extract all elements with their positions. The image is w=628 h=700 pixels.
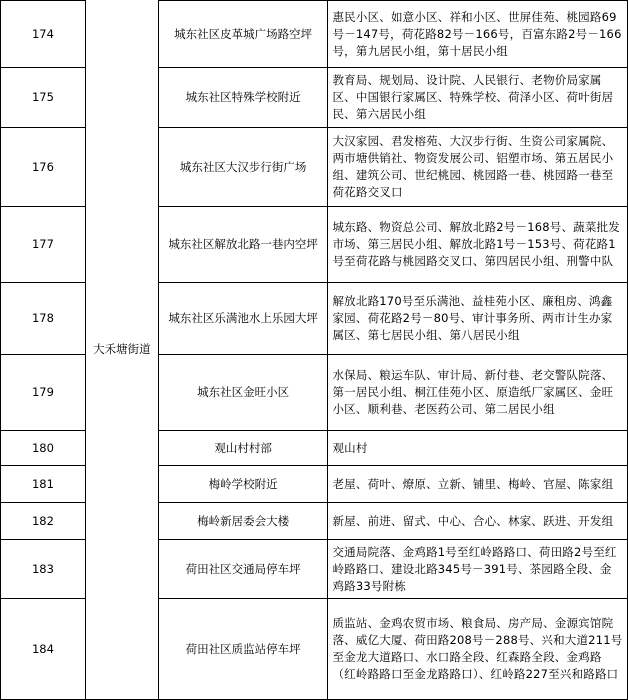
area-cell: 教育局、规划局、设计院、人民银行、老物价局家属区、中国银行家属区、特殊学校、荷泽小区、荷叶街居民、第六居民小组 [328, 68, 628, 128]
location-cell: 梅岭学校附近 [158, 466, 328, 503]
location-cell: 城东社区大汉步行街广场 [158, 128, 328, 207]
location-cell: 城东社区皮革城广场路空坪 [158, 1, 328, 68]
row-number: 182 [1, 503, 86, 540]
location-cell: 城东社区解放北路一巷内空坪 [158, 207, 328, 283]
row-number: 179 [1, 355, 86, 431]
location-cell: 城东社区特殊学校附近 [158, 68, 328, 128]
area-cell: 质监站、金鸡农贸市场、粮食局、房产局、金源宾馆院落、威亿大厦、荷田路208号－288号、兴和大道211号至金龙大道路口、水口路全段、红森路全段、金鸡路（红岭路路口至金龙路路口）、红岭路227至兴和路路口 [328, 599, 628, 700]
area-cell: 惠民小区、如意小区、祥和小区、世屏佳苑、桃园路69号－147号，荷花路82号－166号，百富东路2号－166号，第九居民小组，第十居民小组 [328, 1, 628, 68]
area-cell: 交通局院落、金鸡路1号至红岭路路口、荷田路2号至红岭路路口、建设北路345号－391号、茶园路全段、金鸡路33号附栋 [328, 540, 628, 599]
street-name: 大禾塘街道 [85, 1, 158, 700]
row-number: 178 [1, 283, 86, 355]
row-number: 180 [1, 431, 86, 466]
row-number: 177 [1, 207, 86, 283]
location-cell: 荷田社区交通局停车坪 [158, 540, 328, 599]
row-number: 175 [1, 68, 86, 128]
area-cell: 水保局、粮运车队、审计局、新付巷、老交警队院落、第一居民小组、桐江佳苑小区、原造纸厂家属区、金旺小区、顺利巷、老医药公司、第二居民小组 [328, 355, 628, 431]
area-cell: 大汉家园、君发榕苑、大汉步行街、生资公司家属院、两市塘供销社、物资发展公司、铝塑市场、第五居民小组、建筑公司、世纪桃园、桃园路一巷、桃园路一巷至荷花路交叉口 [328, 128, 628, 207]
row-number: 176 [1, 128, 86, 207]
location-cell: 梅岭新居委会大楼 [158, 503, 328, 540]
area-cell: 观山村 [328, 431, 628, 466]
area-cell: 城东路、物资总公司、解放北路2号－168号、蔬菜批发市场、第三居民小组、解放北路1号－153号、荷花路1号至荷花路与桃园路交叉口、第四居民小组、刑警中队 [328, 207, 628, 283]
location-cell: 城东社区乐满池水上乐园大坪 [158, 283, 328, 355]
area-cell: 老屋、荷叶、燎原、立新、铺里、梅岭、官屋、陈家组 [328, 466, 628, 503]
location-cell: 观山村村部 [158, 431, 328, 466]
row-number: 183 [1, 540, 86, 599]
row-number: 181 [1, 466, 86, 503]
row-number: 174 [1, 1, 86, 68]
location-cell: 荷田社区质监站停车坪 [158, 599, 328, 700]
row-number: 184 [1, 599, 86, 700]
area-cell: 解放北路170号至乐满池、益桂苑小区、廉租房、鸿鑫家园、荷花路2号－80号、审计事务所、两市计生办家属区、第七居民小组、第八居民小组 [328, 283, 628, 355]
area-cell: 新屋、前进、留式、中心、合心、林家、跃进、开发组 [328, 503, 628, 540]
table-row [1, 1, 628, 68]
location-cell: 城东社区金旺小区 [158, 355, 328, 431]
